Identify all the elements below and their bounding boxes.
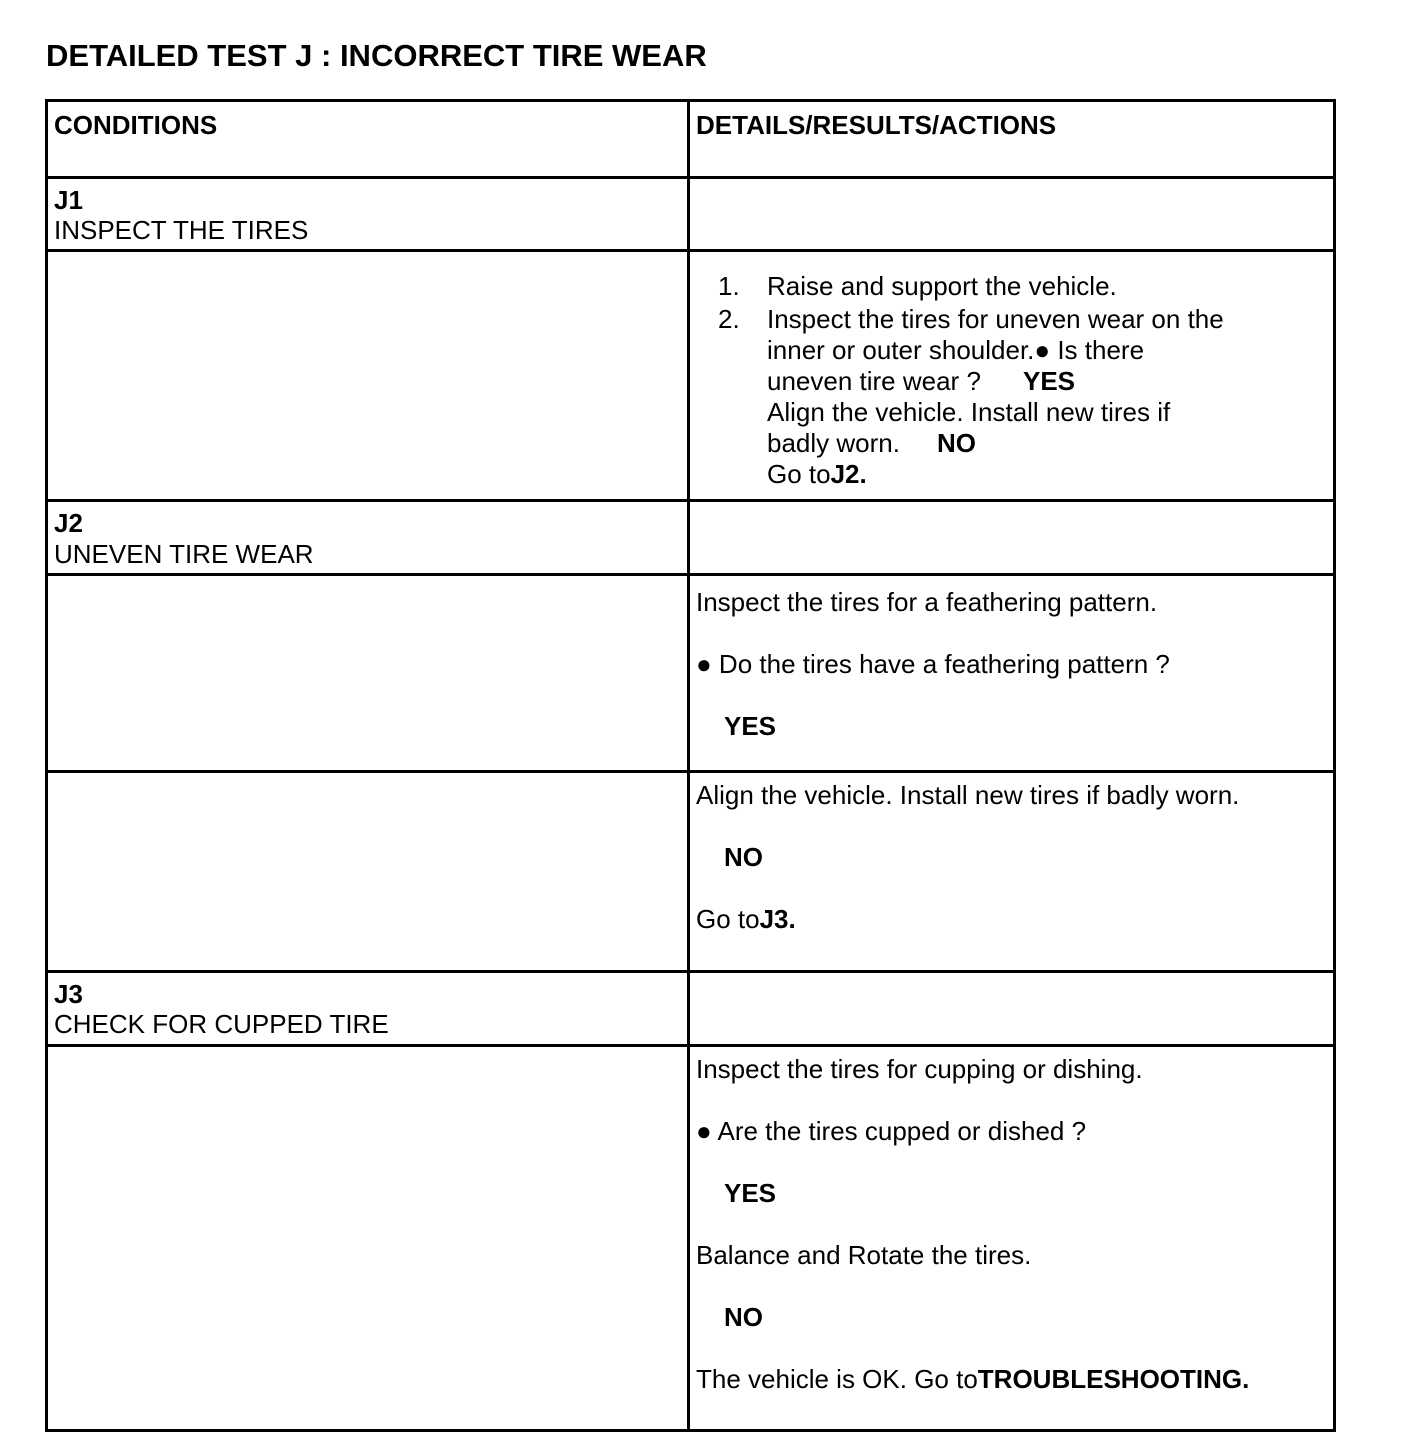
- j3-question: ● Are the tires cupped or dished ?: [696, 1116, 1087, 1146]
- j2-goto-target: J3.: [759, 904, 796, 934]
- j3-condition-cell: [48, 973, 690, 1044]
- j1-code: J1: [54, 185, 83, 215]
- step-2-number: 2.: [718, 304, 740, 334]
- j3-inspect: Inspect the tires for cupping or dishing.: [696, 1054, 1143, 1084]
- j2-inspect-cell: [690, 576, 1333, 770]
- step-2-goto: [767, 459, 867, 490]
- j2-yes-action: Align the vehicle. Install new tires if badly worn.: [696, 780, 1240, 810]
- page-title: DETAILED TEST J : INCORRECT TIRE WEAR: [46, 38, 707, 73]
- j1-condition-cell: [48, 179, 690, 249]
- step-2-line-4: Align the vehicle. Install new tires if: [767, 397, 1171, 427]
- j2-condition-cell: [48, 502, 690, 573]
- diagnostic-table: [45, 99, 1336, 1432]
- header-details-cell: [690, 102, 1333, 176]
- j3-empty-cell: [690, 973, 1333, 1044]
- j2-goto: [696, 904, 796, 935]
- j2-goto-prefix: Go to: [696, 904, 760, 934]
- j3-no: NO: [724, 1302, 763, 1332]
- j3-label: CHECK FOR CUPPED TIRE: [54, 1009, 389, 1039]
- step-2-goto-target: J2.: [830, 459, 867, 489]
- j3-code: J3: [54, 979, 83, 1009]
- j2-title-row: [48, 502, 1333, 576]
- j3-no-prefix: The vehicle is OK. Go to: [696, 1364, 978, 1394]
- step-2-line-2: inner or outer shoulder.● Is there: [767, 335, 1145, 365]
- step-2-line-1: Inspect the tires for uneven wear on the: [767, 304, 1224, 334]
- j2-inspect-row: [48, 576, 1333, 773]
- step-2-no: NO: [937, 428, 976, 458]
- j2-code: J2: [54, 508, 83, 538]
- j2-question: ● Do the tires have a feathering pattern ?: [696, 649, 1170, 679]
- step-2-line-5: badly worn.: [767, 428, 900, 458]
- j1-details-cell: [690, 252, 1333, 499]
- header-details: DETAILS/RESULTS/ACTIONS: [696, 110, 1057, 140]
- j2-empty-cell: [690, 502, 1333, 573]
- j2-no: NO: [724, 842, 763, 872]
- j1-title-row: [48, 179, 1333, 252]
- j3-details-row: [48, 1047, 1333, 1429]
- j3-yes: YES: [724, 1178, 777, 1208]
- j3-no-target: TROUBLESHOOTING.: [977, 1364, 1250, 1394]
- j2-label: UNEVEN TIRE WEAR: [54, 539, 314, 569]
- step-1-text: Raise and support the vehicle.: [767, 271, 1117, 301]
- j2-yes: YES: [724, 711, 777, 741]
- j1-details-row: [48, 252, 1333, 502]
- step-1-number: 1.: [718, 271, 740, 301]
- j3-no-action: [696, 1364, 1249, 1395]
- j1-empty-cell: [690, 179, 1333, 249]
- header-conditions-cell: [48, 102, 690, 176]
- j3-yes-action: Balance and Rotate the tires.: [696, 1240, 1032, 1270]
- j3-details-left-cell: [48, 1047, 690, 1429]
- j2-inspect: Inspect the tires for a feathering pattern.: [696, 587, 1158, 617]
- table-header-row: [48, 102, 1333, 179]
- step-2-line-3: uneven tire wear ?: [767, 366, 981, 396]
- step-2-goto-prefix: Go to: [767, 459, 831, 489]
- header-conditions: CONDITIONS: [54, 110, 218, 140]
- j3-title-row: [48, 973, 1333, 1047]
- j1-label: INSPECT THE TIRES: [54, 215, 309, 245]
- j2-action-cell: [690, 773, 1333, 970]
- step-2-yes: YES: [1023, 366, 1076, 396]
- j3-details-cell: [690, 1047, 1333, 1429]
- j1-details-left-cell: [48, 252, 690, 499]
- j2-inspect-left-cell: [48, 576, 690, 770]
- j2-action-left-cell: [48, 773, 690, 970]
- j2-action-row: [48, 773, 1333, 973]
